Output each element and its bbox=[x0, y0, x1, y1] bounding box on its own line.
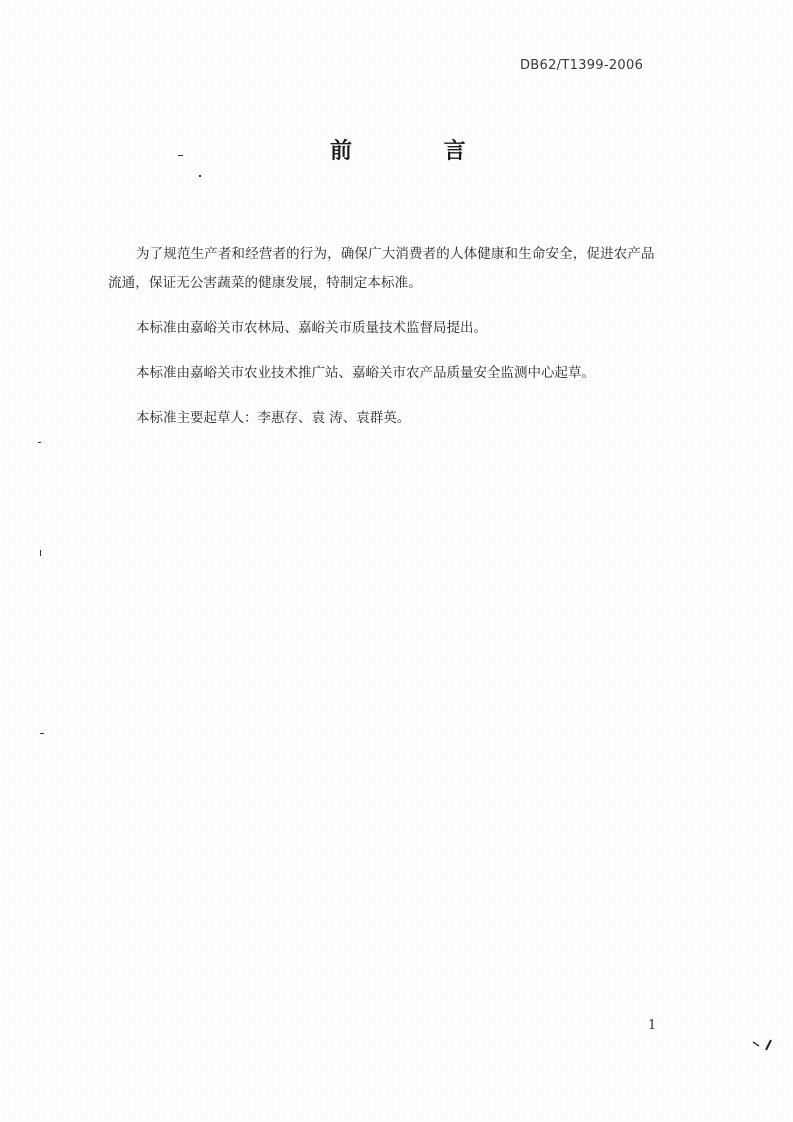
section-title: 前 言 bbox=[330, 139, 508, 164]
standard-code: DB62/T1399-2006 bbox=[520, 58, 644, 73]
page-number: 1 bbox=[648, 1018, 657, 1033]
foreword-paragraph: 本标准主要起草人：李惠存、袁 涛、袁群英。 bbox=[136, 410, 411, 426]
scan-mark-icon bbox=[752, 1038, 774, 1052]
scan-speck bbox=[178, 155, 183, 156]
foreword-paragraph: 为了规范生产者和经营者的行为，确保广大消费者的人体健康和生命安全，促进农产品流通，保证无公害蔬菜的健康发展，特制定本标准。 bbox=[108, 246, 655, 291]
foreword-paragraph: 本标准由嘉峪关市农业技术推广站、嘉峪关市农产品质量安全监测中心起草。 bbox=[136, 365, 595, 381]
foreword-body bbox=[108, 240, 668, 449]
scan-speck bbox=[199, 175, 201, 177]
scan-speck bbox=[40, 733, 44, 734]
scan-speck bbox=[40, 550, 41, 556]
scan-speck bbox=[38, 442, 41, 443]
foreword-paragraph: 本标准由嘉峪关市农林局、嘉峪关市质量技术监督局提出。 bbox=[136, 320, 487, 336]
